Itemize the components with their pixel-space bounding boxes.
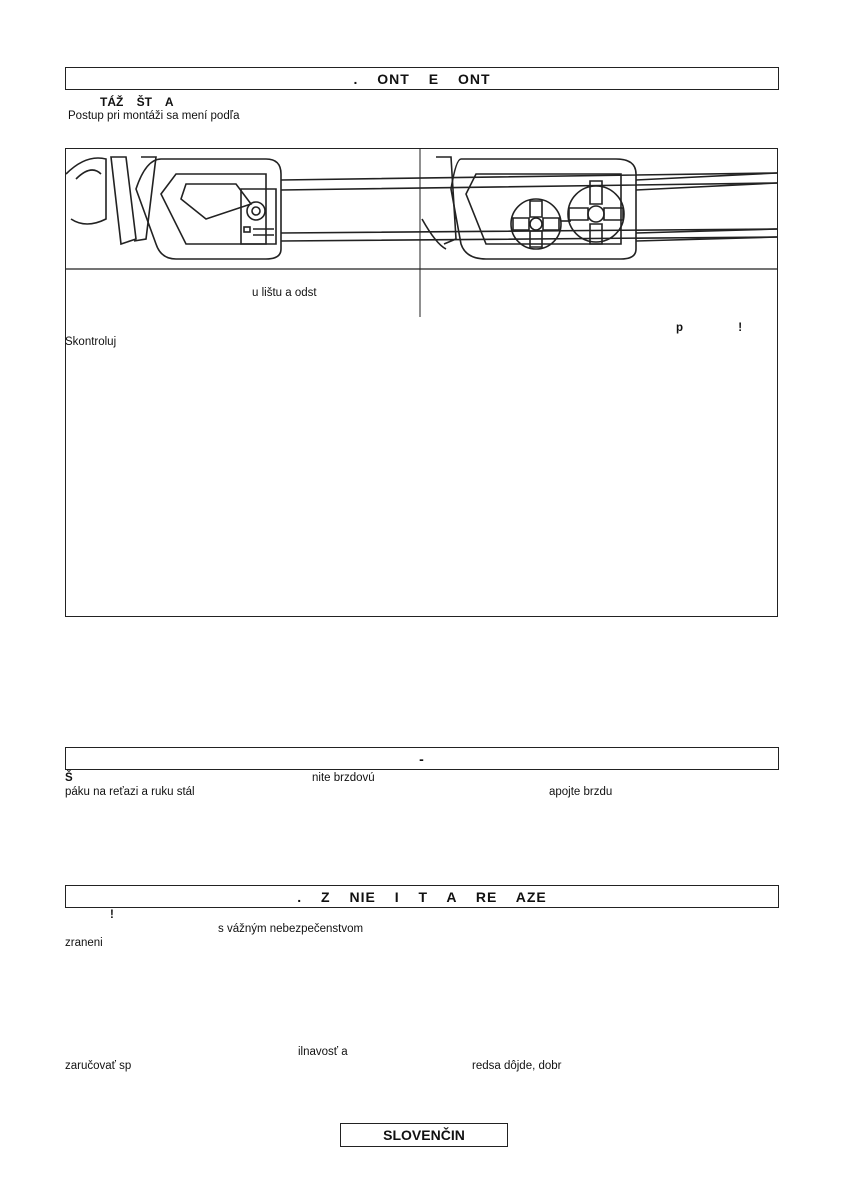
section-heading-brake (65, 747, 779, 770)
section-heading-assembly (65, 67, 779, 90)
chain-line1-mid: s vážným nebezpečenstvom (218, 923, 364, 935)
caption-left: u lištu a odst (252, 287, 317, 299)
section-heading-chain-oil (65, 885, 779, 908)
warning-mark: p ! (676, 322, 743, 334)
brake-line1-start: Š (65, 772, 73, 784)
chain-line3-mid: ilnavosť a (298, 1046, 348, 1058)
chain-line4-mid: redsa dôjde, dobr (472, 1060, 562, 1072)
brake-line2-mid: apojte brzdu (549, 786, 613, 798)
chain-line4-start: zaručovať sp (65, 1060, 132, 1072)
chainsaw-left-drawing (66, 157, 777, 259)
section-heading-text: . Z NIE I T A RE AZE (297, 888, 547, 905)
chainsaw-right-drawing (422, 157, 777, 259)
brake-line2-start: páku na reťazi a ruku stál (65, 786, 195, 798)
chainsaw-illustration (66, 149, 777, 616)
language-label: SLOVENČIN (383, 1127, 465, 1143)
intro-text: Postup pri montáži sa mení podľa (68, 110, 240, 122)
section-heading-text: - (419, 750, 425, 767)
subheading: TÁŽ ŠT A (100, 95, 174, 109)
chain-line2-start: zraneni (65, 937, 103, 949)
assembly-figure (65, 148, 778, 617)
chain-warning-mark: ! (110, 909, 114, 921)
language-footer (340, 1123, 508, 1147)
brake-line1-mid: nite brzdovú (312, 772, 375, 784)
section-heading-text: . ONT E ONT (353, 70, 491, 87)
check-text: Skontroluj (65, 336, 117, 348)
